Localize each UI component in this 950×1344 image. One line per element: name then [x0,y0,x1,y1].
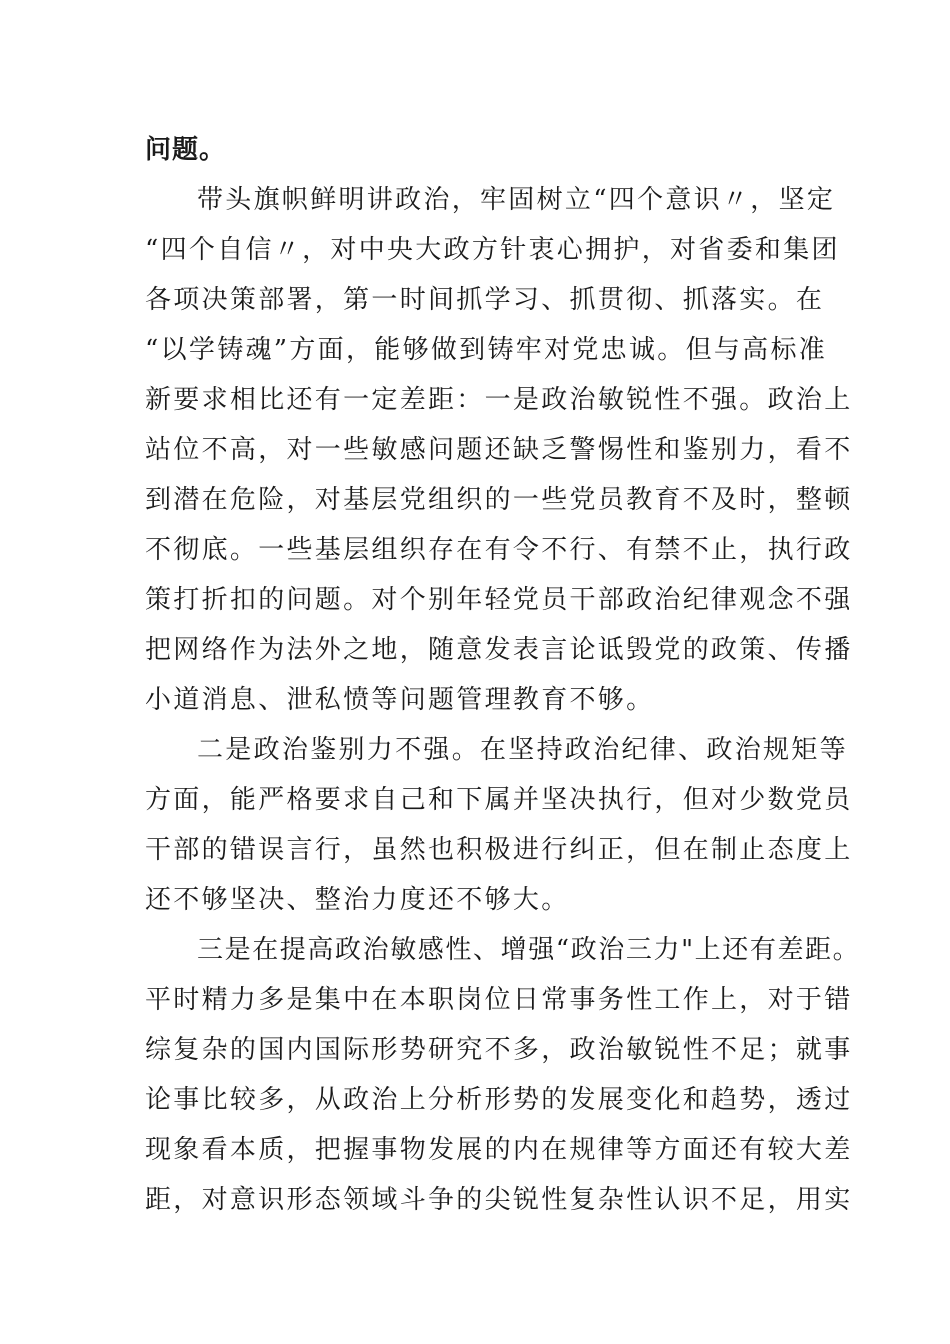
text-line: 不彻底。一些基层组织存在有令不行、有禁不止，执行政 [145,535,853,565]
text-line: 方面，能严格要求自己和下属并坚决执行，但对少数党员 [145,785,853,815]
text-line: 论事比较多，从政治上分析形势的发展变化和趋势，透过 [145,1085,853,1115]
text-line: 距，对意识形态领域斗争的尖锐性复杂性认识不足，用实 [145,1185,853,1215]
text-line: “四个自信〃，对中央大政方针衷心拥护，对省委和集团 [145,235,840,265]
text-line: 小道消息、泄私愤等问题管理教育不够。 [145,685,655,715]
text-line: “以学铸魂”方面，能够做到铸牢对党忠诚。但与高标准 [145,335,828,365]
text-line: 各项决策部署，第一时间抓学习、抓贯彻、抓落实。在 [145,285,825,315]
text-line: 平时精力多是集中在本职岗位日常事务性工作上，对于错 [145,985,853,1015]
text-line: 策打折扣的问题。对个别年轻党员干部政治纪律观念不强 [145,585,853,615]
text-line: 综复杂的国内国际形势研究不多，政治敏锐性不足；就事 [145,1035,853,1065]
text-line: 到潜在危险，对基层党组织的一些党员教育不及时，整顿 [145,485,853,515]
text-line: 问题。 [145,135,227,165]
text-line: 站位不高，对一些敏感问题还缺乏警惕性和鉴别力，看不 [145,435,853,465]
text-line: 新要求相比还有一定差距：一是政治敏锐性不强。政治上 [145,385,853,415]
text-line: 干部的错误言行，虽然也积极进行纠正，但在制止态度上 [145,835,853,865]
text-line: 还不够坚决、整治力度还不够大。 [145,885,570,915]
text-line: 现象看本质，把握事物发展的内在规律等方面还有较大差 [145,1135,853,1165]
text-line: 三是在提高政治敏感性、增强“政治三力"上还有差距。 [197,935,861,965]
text-line: 把网络作为法外之地，随意发表言论诋毁党的政策、传播 [145,635,853,665]
text-line: 带头旗帜鲜明讲政治，牢固树立“四个意识〃，坚定 [197,185,836,215]
text-line: 二是政治鉴别力不强。在坚持政治纪律、政治规矩等 [197,735,848,765]
